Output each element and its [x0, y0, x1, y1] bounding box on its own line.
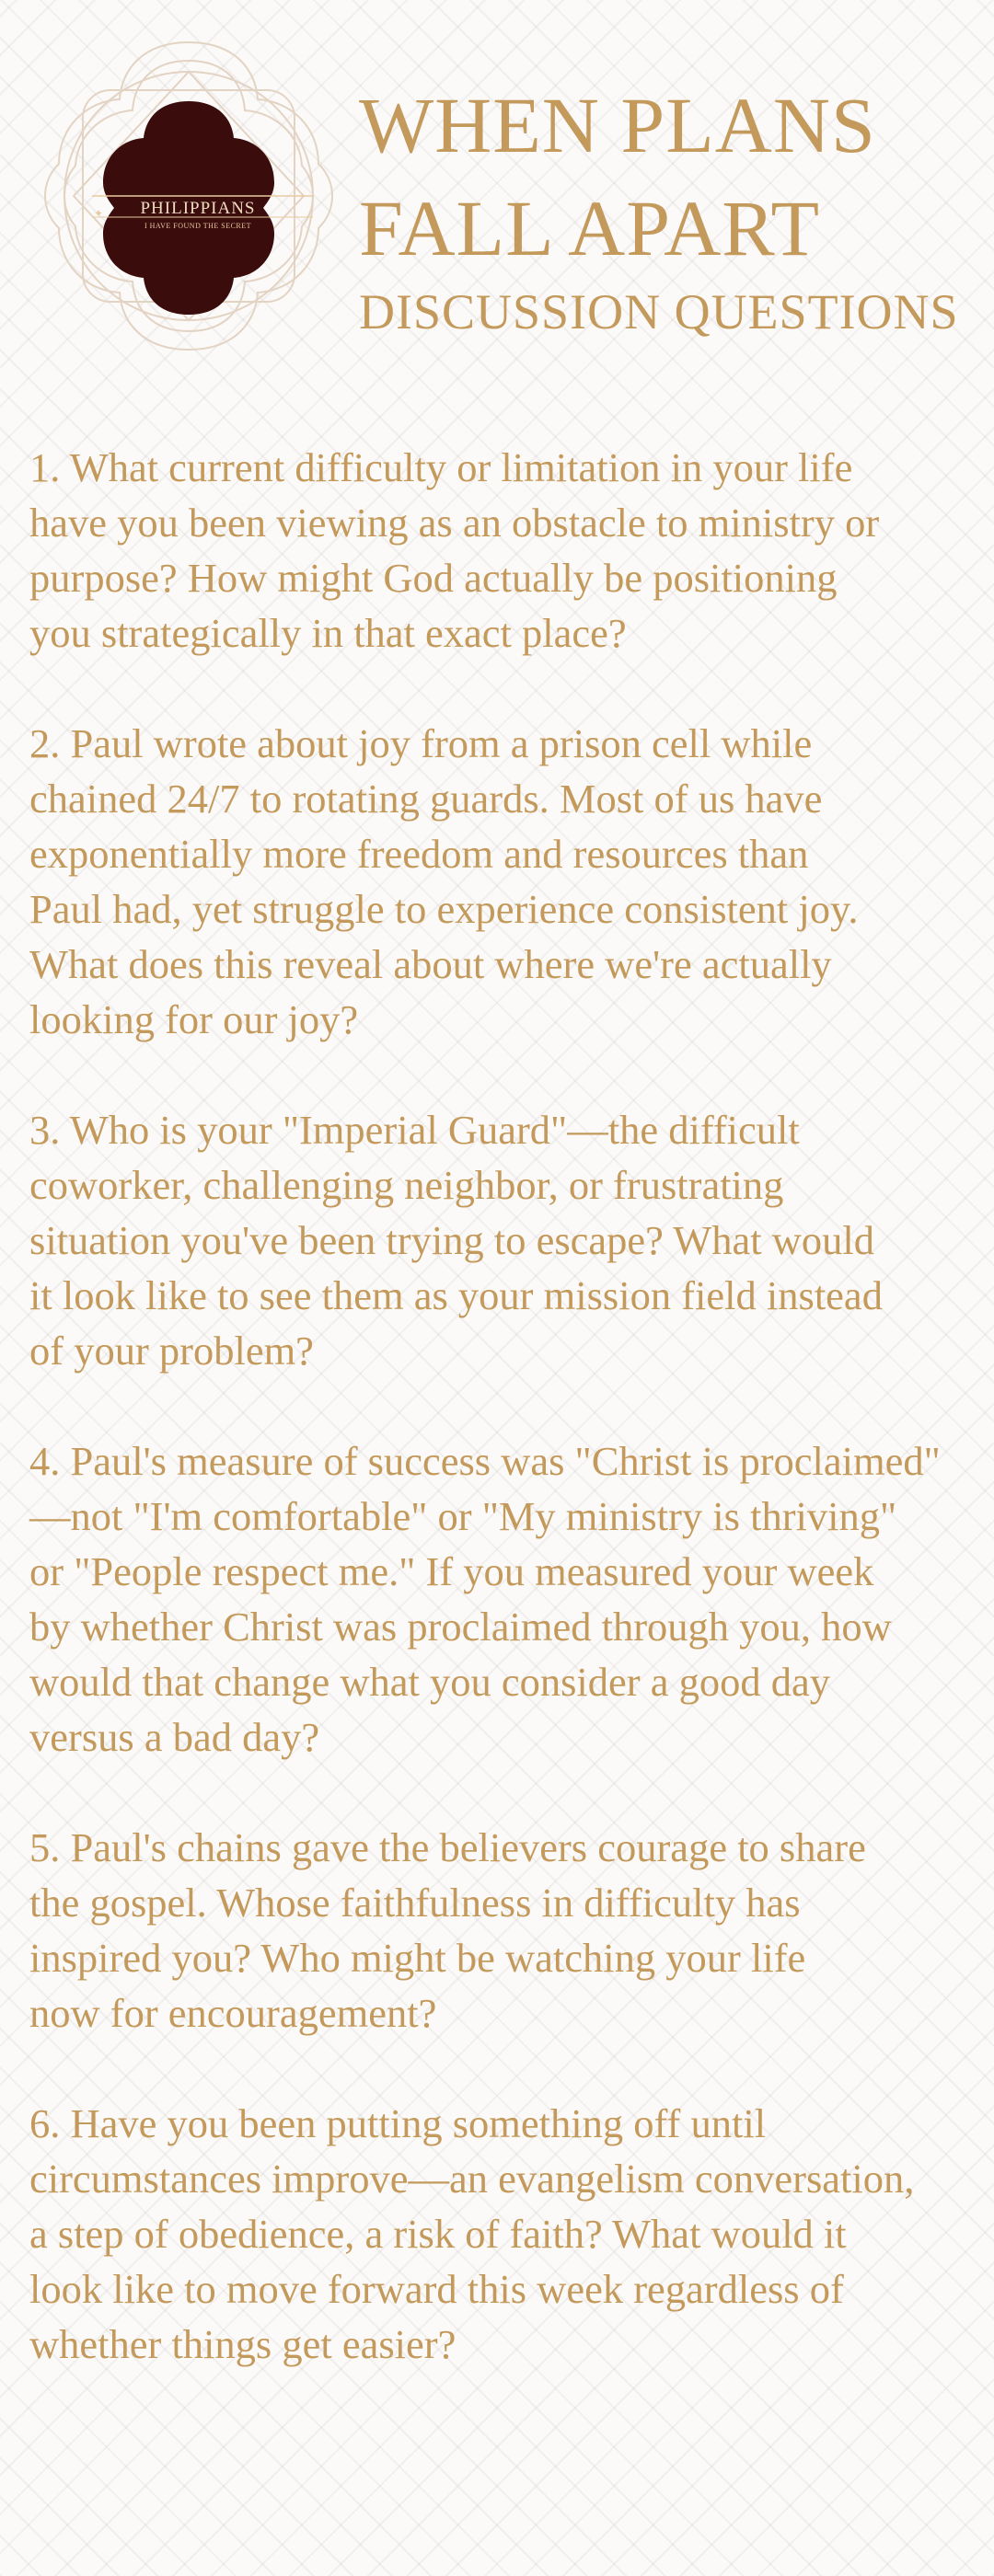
question-5 — [29, 1820, 977, 2041]
question-line: What does this reveal about where we're actually — [29, 941, 832, 987]
question-line: Paul had, yet struggle to experience consistent joy. — [29, 886, 859, 932]
question-line: 2. Paul wrote about joy from a prison cell while — [29, 720, 813, 766]
question-line: 6. Have you been putting something off until — [29, 2100, 767, 2146]
emblem-title: PHILIPPIANS — [140, 199, 256, 218]
question-line: the gospel. Whose faithfulness in difficulty has — [29, 1880, 801, 1926]
question-line: inspired you? Who might be watching your life — [29, 1935, 806, 1981]
question-line: it look like to see them as your mission field instead — [29, 1272, 883, 1318]
question-line: 5. Paul's chains gave the believers courage to share — [29, 1824, 866, 1870]
question-line: purpose? How might God actually be positioning — [29, 555, 838, 601]
question-line: looking for our joy? — [29, 996, 359, 1042]
question-6 — [29, 2096, 977, 2372]
question-line: versus a bad day? — [29, 1714, 320, 1760]
header — [0, 0, 994, 386]
philippians-emblem-logo — [37, 35, 341, 357]
emblem-tagline: I HAVE FOUND THE SECRET — [144, 222, 252, 230]
question-line: by whether Christ was proclaimed through you, how — [29, 1604, 892, 1650]
question-line: would that change what you consider a good day — [29, 1659, 830, 1705]
question-line: a step of obedience, a risk of faith? What would it — [29, 2211, 847, 2257]
question-line: or "People respect me." If you measured your week — [29, 1548, 874, 1594]
question-line: coworker, challenging neighbor, or frustrating — [29, 1162, 784, 1208]
question-4 — [29, 1433, 977, 1765]
question-line: have you been viewing as an obstacle to ministry or — [29, 500, 880, 546]
question-line: situation you've been trying to escape? What would — [29, 1217, 874, 1263]
question-line: 1. What current difficulty or limitation in your life — [29, 444, 853, 490]
page-subtitle: DISCUSSION QUESTIONS — [359, 284, 959, 339]
question-line: 4. Paul's measure of success was "Christ is proclaimed" — [29, 1438, 941, 1484]
question-line: whether things get easier? — [29, 2321, 457, 2367]
question-line: exponentially more freedom and resources than — [29, 831, 809, 877]
page-title-line-1: WHEN PLANS — [359, 81, 876, 169]
question-line: you strategically in that exact place? — [29, 610, 627, 656]
question-line: —not "I'm comfortable" or "My ministry is thriving" — [29, 1493, 897, 1539]
question-line: of your problem? — [29, 1328, 314, 1374]
question-2 — [29, 716, 977, 1047]
question-line: 3. Who is your "Imperial Guard"—the difficult — [29, 1107, 800, 1153]
question-line: chained 24/7 to rotating guards. Most of us have — [29, 776, 823, 822]
page-title-line-2: FALL APART — [359, 184, 821, 272]
question-1 — [29, 440, 977, 661]
question-line: circumstances improve—an evangelism conversation, — [29, 2156, 915, 2202]
question-line: now for encouragement? — [29, 1990, 437, 2036]
title-block — [359, 74, 985, 344]
questions-list — [29, 440, 977, 2427]
star-icon: ✦ — [94, 207, 104, 220]
question-3 — [29, 1102, 977, 1378]
question-line: look like to move forward this week regardless of — [29, 2266, 844, 2312]
